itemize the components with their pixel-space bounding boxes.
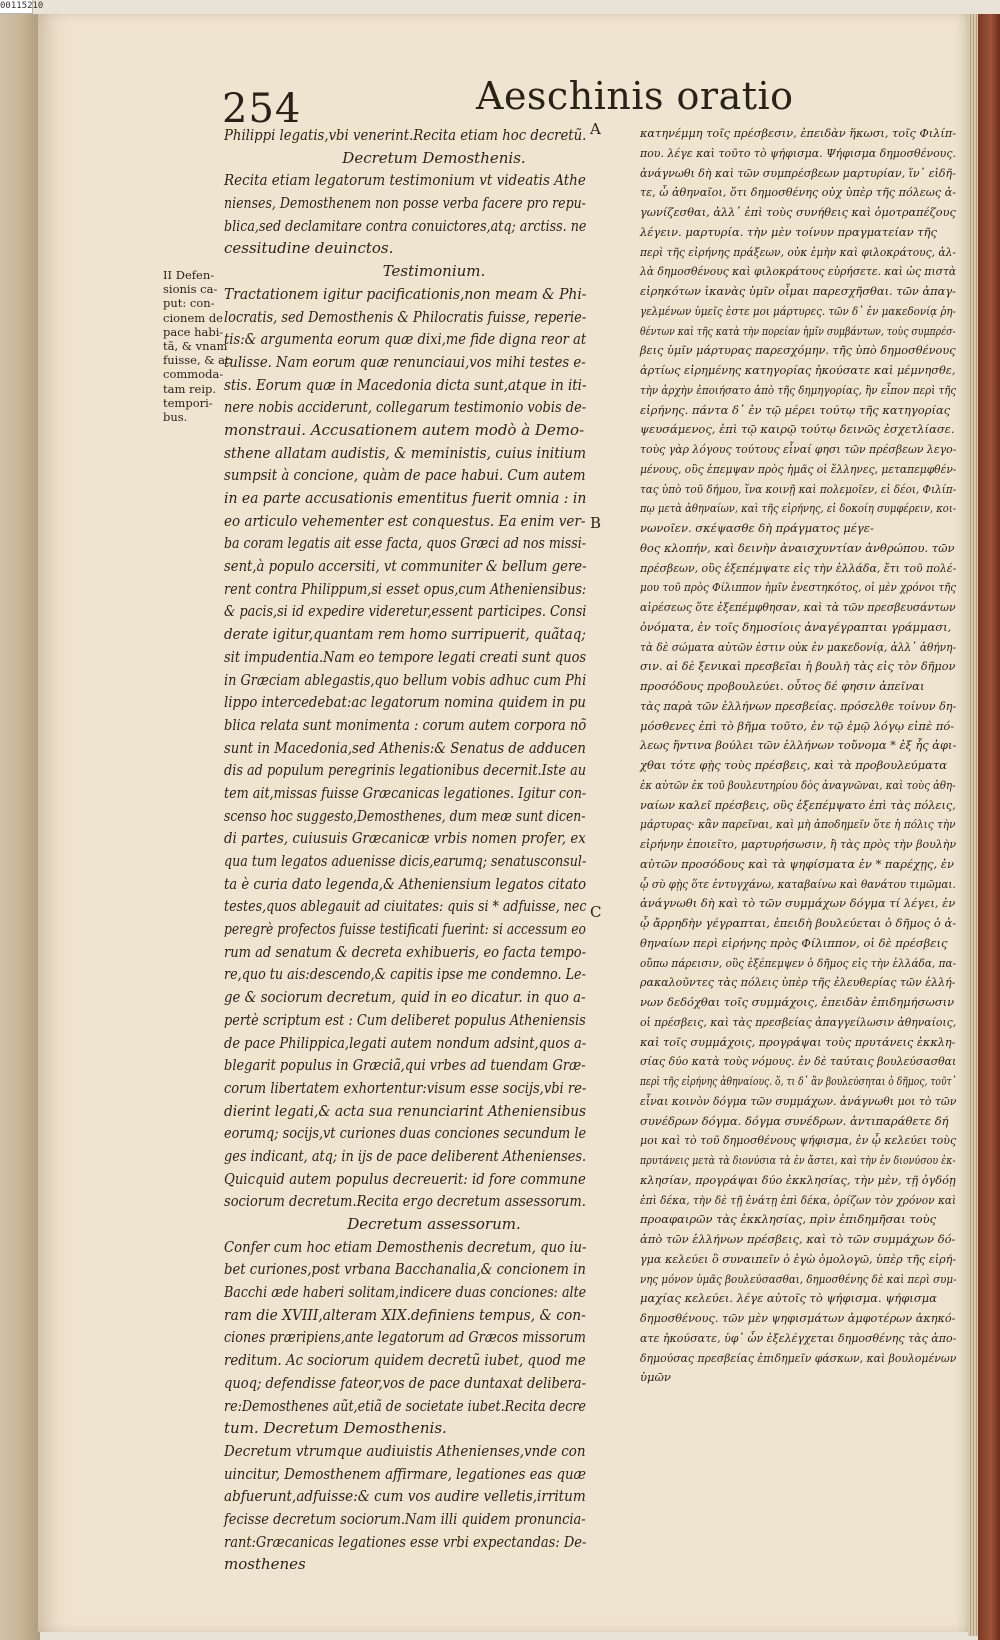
latin-text-line: rum ad senatum & decreta exhibueris, eo facta tempo-	[224, 942, 587, 961]
greek-text-line: μένους, οὓς ἐπεμψαν πρὸς ἡμᾶς οἱ ἕλληνες, μεταπεμφθέν-	[640, 461, 957, 476]
latin-text-line: abfuerunt,adfuisse:& cum vos audire velletis,irritum	[224, 1487, 586, 1506]
greek-text-line: θηναίων περὶ εἰρήνης πρὸς Φίλιππον, οἱ δὲ πρέσβεις	[640, 935, 948, 950]
latin-text-line: ge & sociorum decretum, quid in eo dicatur. in quo a-	[224, 988, 586, 1007]
latin-text-line: corum libertatem exhortentur:visum esse socijs,vbi re-	[224, 1078, 587, 1097]
greek-text-line: σίας δύο κατὰ τοὺς νόμους. ἐν δὲ ταύταις βουλεύσασθαι	[640, 1054, 957, 1069]
latin-text-line: Decretum vtrumque audiuistis Athenienses,vnde con	[224, 1441, 586, 1460]
page-number: 254	[222, 86, 302, 132]
greek-text-line: μόσθενες ἐπὶ τὸ βῆμα τοῦτο, ἐν τῷ ἐμῷ λόγῳ εἰπὲ πό-	[640, 718, 955, 733]
greek-text-line: λέγειν. μαρτυρία. τὴν μὲν τοίνυν πραγματείαν τῆς	[640, 224, 937, 239]
greek-text-line: ἀνάγνωθι δὴ καὶ τὸ τῶν συμμάχων δόγμα τί λέγει, ἐν	[640, 896, 956, 911]
latin-text-line: eo articulo vehementer est conquestus. Ea enim ver-	[224, 511, 586, 530]
greek-text-line: τοὺς γὰρ λόγους τούτους εἶναί φησι τῶν πρέσβεων λεγο-	[640, 442, 957, 456]
greek-text-line: εἰρηκότων ἱκανὰς ὑμῖν οἶμαι παρεσχῆσθαι. τῶν ἀπαγ-	[640, 284, 957, 298]
marginal-note	[163, 268, 233, 424]
latin-text-line: nienses, Demosthenem non posse verba facere pro repu-	[224, 194, 586, 213]
latin-text-line: Decretum Demosthenis.	[342, 148, 526, 167]
section-letter-c: C	[590, 903, 602, 921]
marginal-note-line: commoda-	[163, 367, 224, 382]
latin-text-line: quoq; defendisse fateor,vos de pace duntaxat delibera-	[224, 1373, 587, 1392]
fore-edge	[968, 14, 978, 1636]
greek-text-line: περὶ τῆς εἰρήνης ἀθηναίους. ὅ, τι δ᾽ ἂν βουλεύσηται ὁ δῆμος, τοῦτ᾽	[640, 1074, 957, 1088]
greek-text-line: εἰρήνης. πάντα δ᾽ ἐν τῷ μέρει τούτῳ τῆς κατηγορίας	[640, 402, 951, 417]
latin-text-line: locratis, sed Demosthenis & Philocratis fuisse, reperie-	[224, 307, 587, 326]
greek-text-line: τὰς παρὰ τῶν ἑλλήνων πρεσβείας. πρόσελθε τοίνυν δη-	[640, 698, 957, 713]
latin-text-line: scenso hoc suggesto,Demosthenes, dum meæ sunt dicen-	[224, 806, 586, 825]
latin-text-line: tulisse. Nam eorum quæ renunciaui,vos mihi testes e-	[224, 352, 586, 371]
running-head: Aeschinis oratio	[476, 74, 794, 118]
greek-text-line: νων δεδόχθαι τοῖς συμμάχοις, ἐπειδὰν ἐπιδημήσωσιν	[640, 995, 955, 1009]
marginal-note-line: bus.	[163, 410, 188, 425]
latin-text-line: sthene allatam audistis, & meministis, cuius initium	[224, 443, 586, 462]
greek-text-line: βεις ὑμῖν μάρτυρας παρεσχόμην. τῆς ὑπὸ δημοσθένους	[640, 343, 956, 358]
latin-text-line: ges indicant, atq; in ijs de pace deliberent Athenienses.	[224, 1146, 587, 1165]
latin-text-line: monstraui. Accusationem autem modò à Demo-	[224, 420, 585, 439]
latin-text-line: blica relata sunt monimenta : corum autem corpora nõ	[224, 715, 587, 734]
latin-text-line: sent,à populo accersiti, vt communiter & bellum gere-	[224, 557, 587, 576]
marginal-note-line: II Defen-	[163, 268, 215, 282]
latin-text-line: rent contra Philippum,si esset opus,cum Atheniensibus:	[224, 579, 587, 598]
latin-text-line: reditum. Ac sociorum quidem decretũ iubet, quod me	[224, 1351, 586, 1370]
latin-text-line: ba coram legatis ait esse facta, quos Græci ad nos missi-	[224, 534, 586, 553]
marginal-note-line: cionem de	[163, 310, 223, 325]
greek-text-line: ατε ἠκούσατε, ὑφ᾽ ὧν ἐξελέγχεται δημοσθένης τὰς ἀπο-	[640, 1330, 957, 1345]
latin-text-line: in ea parte accusationis ementitus fuerit omnia : in	[224, 489, 587, 507]
latin-text-line: re:Demosthenes aũt,etiã de societate iubet.Recita decre	[224, 1396, 586, 1415]
latin-text-line: testes,quos ablegauit ad ciuitates: quis si * adfuisse, nec	[224, 897, 587, 916]
marginal-note-line: tempori-	[163, 395, 213, 410]
latin-text-line: fecisse decretum sociorum.Nam illi quidem pronuncia-	[224, 1509, 586, 1528]
greek-text-line: γμα κελεύει ὃ συναιπεῖν ὁ ἐγὼ ὁμολογῶ, ὑπὲρ τῆς εἰρή-	[640, 1251, 957, 1266]
greek-text-line: ἀρτίως εἰρημένης κατηγορίας ἠκούσατε καὶ μέμνησθε,	[640, 363, 956, 377]
latin-text-line: ta è curia dato legenda,& Atheniensium legatos citato	[224, 874, 587, 893]
greek-text-line: σιν. αἱ δὲ ξενικαὶ πρεσβεῖαι ἡ βουλὴ τὰς εἰς τὸν δῆμον	[640, 659, 956, 674]
greek-text-line: εἰρήνην ἐποιεῖτο, μαρτυρήσωσιν, ἢ τὰς πρὸς τὴν βουλὴν	[640, 837, 957, 851]
greek-text-line: δημούσας πρεσβείας ἐπιδημεῖν φάσκων, καὶ βουλομένων	[640, 1350, 957, 1365]
greek-text-line: ἐπὶ δέκα, τὴν δὲ τῇ ἐνάτῃ ἐπὶ δέκα, ὁρίζων τὸν χρόνον καὶ	[640, 1192, 957, 1207]
latin-text-line: in Græciam ablegastis,quo bellum vobis adhuc cum Phi	[224, 670, 587, 689]
section-letter-a: A	[590, 120, 601, 138]
latin-text-line: qua tum legatos aduenisse dicis,earumq; senatusconsul-	[224, 852, 587, 870]
greek-text-line: ὀνόματα, ἐν τοῖς δημοσίοις ἀναγέγραπται γράμμασι,	[640, 619, 952, 634]
greek-text-line: εἶναι κοινὸν δόγμα τῶν συμμάχων. ἀνάγνωθι μοι τὸ τῶν	[640, 1093, 957, 1108]
greek-text-line: μοι καὶ τὸ τοῦ δημοσθένους ψήφισμα, ἐν ᾧ κελεύει τοὺς	[640, 1133, 957, 1148]
latin-text-line: di partes, cuiusuis Græcanicæ vrbis nomen profer, ex	[224, 829, 586, 848]
greek-text-line: πῳ μετὰ ἀθηναίων, καὶ τῆς εἰρήνης, εἰ δοκοίη συμφέρειν, κοι-	[640, 501, 957, 516]
latin-text-column	[224, 124, 614, 1576]
latin-text-line: bet curiones,post vrbana Bacchanalia,& concionem in	[224, 1260, 586, 1279]
greek-text-line: μου τοῦ πρὸς Φίλιππον ἡμῖν ἐνεστηκότος, οἱ μὲν χρόνοι τῆς	[640, 580, 957, 595]
greek-text-line: περὶ τῆς εἰρήνης πράξεων, οὐκ ἐμὴν καὶ φιλοκράτους, ἀλ-	[640, 244, 957, 259]
latin-text-line: sociorum decretum.Recita ergo decretum assessorum.	[224, 1192, 586, 1211]
greek-text-line: οὔπω πάρεισιν, οὓς ἐξέπεμψεν ὁ δῆμος εἰς τὴν ἑλλάδα, πα-	[640, 955, 957, 970]
greek-text-line: μαχίας κελεύει. λέγε αὐτοῖς τὸ ψήφισμα. ψήφισμα	[640, 1291, 937, 1306]
greek-text-line: δημοσθένους. τῶν μὲν ψηφισμάτων ἀμφοτέρων ἀκηκό-	[640, 1311, 956, 1325]
latin-text-line: dierint legati,& acta sua renunciarint Atheniensibus	[224, 1101, 587, 1120]
latin-text-line: cessitudine deuinctos.	[224, 239, 394, 258]
greek-text-line: τὰ δὲ σώματα αὐτῶν ἐστιν οὐκ ἐν μακεδονίᾳ, ἀλλ᾽ ἀθήνη-	[640, 639, 957, 654]
greek-text-line: αὐτῶν προσόδους καὶ τὰ ψηφίσματα ἐν * παρέχῃς, ἐν	[640, 856, 954, 871]
latin-text-line: sunt in Macedonia,sed Athenis:& Senatus de adducen	[224, 738, 586, 757]
greek-text-line: θος κλοπήν, καὶ δεινὴν ἀναισχυντίαν ἀνθρώπου. τῶν	[640, 540, 955, 555]
greek-text-line: ναίων καλεῖ πρέσβεις, οὓς ἐξεπέμψατο ἐπὶ τὰς πόλεις,	[640, 797, 956, 812]
greek-text-line: αἱρέσεως ὅτε ἐξεπέμφθησαν, καὶ τὰ τῶν πρεσβευσάντων	[640, 600, 956, 614]
greek-text-line: συνέδρων δόγμα. δόγμα συνέδρων. ἀντιπαράθετε δή	[640, 1113, 949, 1128]
latin-text-line: Philippi legatis,vbi venerint.Recita etiam hoc decretũ.	[224, 126, 587, 144]
greek-text-line: ἐκ αὐτῶν ἐκ τοῦ βουλευτηρίου δὸς ἀναγνῶναι, καὶ τοὺς ἀθη-	[640, 777, 956, 792]
greek-text-line: κλησίαν, προγράψαι δύο ἐκκλησίας, τὴν μὲν, τῇ ὀγδόῃ	[640, 1172, 956, 1187]
greek-text-line: λεως ἥντινα βούλει τῶν ἑλλήνων τοὔνομα * ἐξ ἧς ἀφι-	[640, 738, 957, 753]
greek-text-line: ᾧ σὺ φῂς ὅτε ἐντυγχάνω, καταβαίνω καὶ θανάτου τιμῶμαι.	[640, 876, 956, 891]
greek-text-line: προαφαιρῶν τὰς ἐκκλησίας, πρὶν ἐπιδημῆσαι τοὺς	[640, 1212, 937, 1227]
latin-text-line: Testimonium.	[382, 262, 486, 281]
marginal-note-line: sionis ca-	[163, 282, 218, 297]
latin-text-line: derate igitur,quantam rem homo surripuerit, quãtaq;	[224, 625, 586, 644]
latin-text-line: sit impudentia.Nam eo tempore legati creati sunt quos	[224, 647, 587, 666]
greek-text-column	[640, 124, 958, 1388]
greek-text-line: νης μόνον ὑμᾶς βουλεύσασθαι, δημοσθένης δὲ καὶ περὶ συμ-	[640, 1271, 957, 1286]
greek-text-line: τας ὑπὸ τοῦ δήμου, ἵνα κοινῇ καὶ πολεμοῖεν, εἰ δέοι, Φιλίπ-	[640, 481, 957, 496]
greek-text-line: που. λέγε καὶ τοῦτο τὸ ψήφισμα. Ψήφισμα δημοσθένους.	[640, 145, 956, 160]
latin-text-line: dis ad populum peregrinis legationibus decernit.Iste au	[224, 761, 586, 780]
greek-text-line: ὑμῶν	[640, 1370, 671, 1385]
binding-edge	[978, 14, 1000, 1640]
greek-text-line: ρακαλοῦντες τὰς πόλεις ὑπὲρ τῆς ἐλευθερίας τῶν ἑλλή-	[640, 975, 956, 990]
latin-text-line: Bacchi æde haberi solitam,indicere duas conciones: alte	[224, 1283, 587, 1302]
greek-text-line: νωνοῖεν. σκέψασθε δὴ πράγματος μέγε-	[640, 521, 874, 535]
greek-text-line: κατηνέμμη τοῖς πρέσβεσιν, ἐπειδὰν ἥκωσι, τοῖς Φιλίπ-	[640, 126, 957, 140]
greek-text-line: ἀπὸ τῶν ἑλλήνων πρέσβεις, καὶ τὸ τῶν συμμάχων δό-	[640, 1232, 956, 1246]
facing-page-edge	[0, 14, 40, 1640]
latin-text-line: stis. Eorum quæ in Macedonia dicta sunt,atque in iti-	[224, 375, 587, 394]
latin-text-line: rant:Græcanicas legationes esse vrbi expectandas: De-	[224, 1532, 587, 1551]
latin-text-line: Quicquid autem populus decreuerit: id fore commune	[224, 1169, 586, 1188]
greek-text-line: ψευσάμενος, ἐπὶ τῷ καιρῷ τούτῳ δεινῶς ἐσχετλίασε.	[640, 422, 955, 437]
greek-text-line: πρέσβεων, οὓς ἐξεπέμψατε εἰς τὴν ἑλλάδα, ἔτι τοῦ πολέ-	[640, 560, 957, 575]
latin-text-line: lippo intercedebat:ac legatorum nomina quidem in pu	[224, 693, 586, 712]
latin-text-line: mosthenes	[224, 1555, 306, 1574]
latin-text-line: pertè scriptum est : Cum deliberet populus Atheniensis	[224, 1010, 586, 1029]
greek-text-line: γωνίζεσθαι, ἀλλ᾽ ἐπὶ τοὺς συνήθεις καὶ ὁμοτραπέζους	[640, 205, 956, 219]
latin-text-line: re,quo tu ais:descendo,& capitis ipse me condemno. Le-	[224, 965, 586, 984]
latin-text-line: & pacis,si id expedire videretur,essent participes. Consi	[224, 602, 587, 621]
latin-text-line: blegarit populus in Græciã,qui vrbes ad tuendam Græ-	[224, 1056, 586, 1075]
latin-text-line: ram die XVIII,alteram XIX.definiens tempus, & con-	[224, 1305, 586, 1324]
greek-text-line: τὴν ἀρχὴν ἐποιήσατο ἀπὸ τῆς δημηγορίας, ἣν εἶπον περὶ τῆς	[640, 382, 957, 397]
greek-text-line: τε, ὦ ἀθηναῖοι, ὅτι δημοσθένης οὐχ ὑπὲρ τῆς πόλεως ἀ-	[640, 185, 957, 200]
latin-text-line: uincitur, Demosthenem affirmare, legationes eas quæ	[224, 1464, 586, 1483]
latin-text-line: de pace Philippica,legati autem nondum adsint,quos a-	[224, 1033, 587, 1052]
greek-text-line: καὶ τοῖς συμμάχοις, προγράψαι τοὺς πρυτάνεις ἐκκλη-	[640, 1034, 956, 1049]
marginal-note-line: tã, & vnam	[163, 339, 228, 354]
greek-text-line: ἀνάγνωθι δὴ καὶ τῶν συμπρέσβεων μαρτυρίαν, ἵν᾽ εἰδῆ-	[640, 165, 956, 180]
latin-text-line: ciones præripiens,ante legatorum ad Græcos missorum	[224, 1328, 586, 1347]
latin-text-line: Recita etiam legatorum testimonium vt videatis Athe	[224, 171, 586, 190]
greek-text-line: χθαι τότε φῂς τοὺς πρέσβεις, καὶ τὰ προβουλεύματα	[640, 758, 948, 772]
archive-id-label: 00115210	[0, 0, 33, 14]
latin-text-line: Decretum assessorum.	[347, 1215, 521, 1233]
greek-text-line: οἱ πρέσβεις, καὶ τὰς πρεσβείας ἀπαγγείλωσιν ἀθηναίοις,	[640, 1014, 957, 1029]
latin-text-line: Tractationem igitur pacificationis,non meam & Phi-	[224, 284, 587, 303]
latin-text-line: sumpsit à concione, quàm de pace habui. Cum autem	[224, 466, 586, 485]
marginal-note-line: pace habi-	[163, 324, 224, 339]
marginal-note-line: tam reip.	[163, 381, 217, 396]
latin-text-line: tis:& argumenta eorum quæ dixi,me fide digna reor at	[224, 330, 587, 349]
greek-text-line: λὰ δημοσθένους καὶ φιλοκράτους εὑρήσετε. καὶ ὡς πιστὰ	[640, 264, 957, 279]
greek-text-line: θέντων καὶ τῆς κατὰ τὴν πορείαν ἡμῖν συμβάντων, τοὺς συμπρέσ-	[640, 323, 956, 338]
latin-text-line: blica,sed declamitare contra conuictores,atq; arctiss. ne	[224, 216, 587, 235]
greek-text-line: πρυτάνεις μετὰ τὰ διονύσια τὰ ἐν ἄστει, καὶ τὴν ἐν διονύσου ἐκ-	[640, 1153, 956, 1167]
marginal-note-line: put: con-	[163, 296, 215, 311]
greek-text-line: ᾧ ἄρρηδὴν γέγραπται, ἐπειδὴ βουλεύεται ὁ δῆμος ὁ ἀ-	[640, 916, 957, 930]
latin-text-line: tum. Decretum Demosthenis.	[224, 1419, 447, 1438]
greek-text-line: μάρτυρας· κἂν παρεῖναι, καὶ μὴ ἀποδημεῖν ὅτε ἡ πόλις τὴν	[640, 817, 956, 832]
greek-text-line: γελμένων ὑμεῖς ἐστε μοι μάρτυρες. τῶν δ᾽ ἐν μακεδονίᾳ ῥη-	[640, 303, 956, 318]
marginal-note-line: fuisse, & ac	[163, 353, 232, 368]
greek-text-line: προσόδους προβουλεύει. οὗτος δέ φησιν ἀπεῖναι	[640, 679, 925, 693]
latin-text-line: nere nobis acciderunt, collegarum testimonio vobis de-	[224, 398, 587, 417]
latin-text-line: Confer cum hoc etiam Demosthenis decretum, quo iu-	[224, 1237, 587, 1256]
latin-text-line: eorumq; socijs,vt curiones duas conciones secundum le	[224, 1124, 587, 1143]
latin-text-line: peregrè profectos fuisse testificati fuerint: si accessum eo	[224, 920, 586, 939]
latin-text-line: tem ait,missas fuisse Græcanicas legationes. Igitur con-	[224, 783, 587, 802]
section-letter-b: B	[590, 514, 602, 532]
